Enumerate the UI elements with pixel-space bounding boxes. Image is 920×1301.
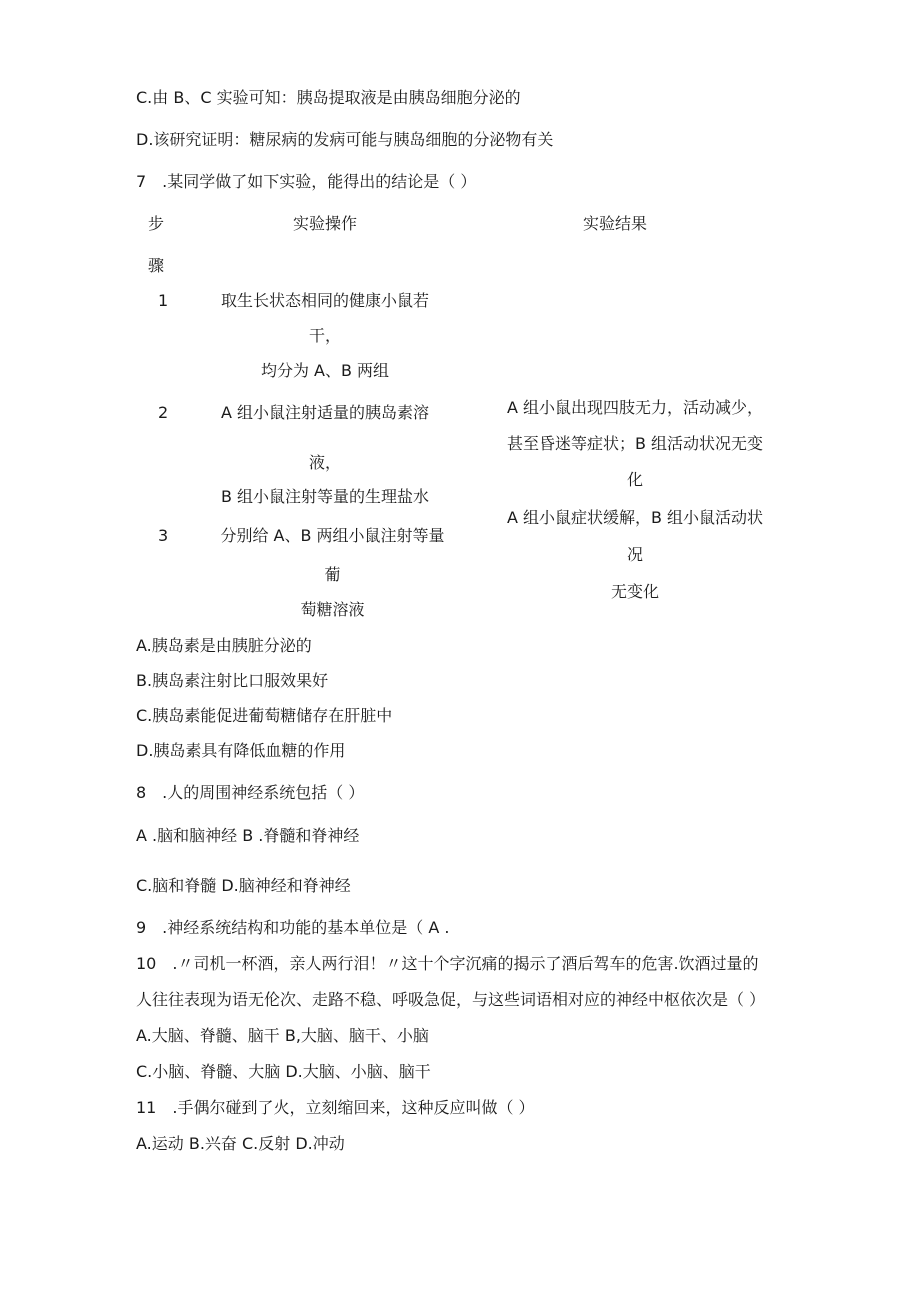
- row-3-result-line-3: 无变化: [610, 582, 659, 601]
- q10-options-cd: C.小脑、脊髓、大脑 D.大脑、小脑、脑干: [136, 1062, 431, 1081]
- header-operation: 实验操作: [292, 214, 357, 233]
- row-2-result-line-3: 化: [626, 470, 643, 489]
- row-2-step: 2: [158, 403, 169, 422]
- q7-stem: 7 .某同学做了如下实验，能得出的结论是（ ）: [136, 172, 477, 191]
- row-1-op-line-2: 干，: [308, 326, 341, 345]
- q8-stem: 8 .人的周围神经系统包括（ ）: [136, 783, 365, 802]
- q7-option-b: B.胰岛素注射比口服效果好: [136, 671, 329, 690]
- q11-stem: 11 .手偶尔碰到了火，立刻缩回来，这种反应叫做（ ）: [136, 1098, 535, 1117]
- row-3-result-line-2: 况: [626, 545, 643, 564]
- row-3-step: 3: [158, 526, 169, 545]
- q10-options-ab: A.大脑、脊髓、脑干 B,大脑、脑干、小脑: [136, 1026, 429, 1045]
- q7-option-c: C.胰岛素能促进葡萄糖储存在肝脏中: [136, 706, 393, 725]
- row-1-op-line-3: 均分为 A、B 两组: [260, 361, 390, 380]
- header-result: 实验结果: [582, 214, 647, 233]
- row-3-op-line-3: 萄糖溶液: [300, 600, 365, 619]
- q10-stem-line-1: 10 .〃司机一杯酒，亲人两行泪！〃这十个字沉痛的揭示了酒后驾车的危害.饮酒过量的: [136, 954, 759, 973]
- row-2-op-line-2: 液，: [308, 453, 341, 472]
- row-1-op-line-1: 取生长状态相同的健康小鼠若: [220, 291, 429, 310]
- q8-options-ab: A .脑和脑神经 B .脊髓和脊神经: [136, 826, 360, 845]
- q6-option-c: C.由 B、C 实验可知：胰岛提取液是由胰岛细胞分泌的: [136, 88, 521, 107]
- q6-option-d: D.该研究证明：糖尿病的发病可能与胰岛细胞的分泌物有关: [136, 130, 554, 149]
- q8-options-cd: C.脑和脊髓 D.脑神经和脊神经: [136, 876, 351, 895]
- q7-option-d: D.胰岛素具有降低血糖的作用: [136, 741, 346, 760]
- header-step-1: 步: [148, 214, 165, 233]
- q9-stem: 9 .神经系统结构和功能的基本单位是（ A .: [136, 918, 450, 937]
- row-3-op-line-2: 葡: [324, 565, 341, 584]
- header-step-2: 骤: [148, 256, 165, 275]
- row-2-result-line-1: A 组小鼠出现四肢无力，活动减少，: [506, 398, 764, 417]
- q10-stem-line-2: 人往往表现为语无伦次、走路不稳、呼吸急促，与这些词语相对应的神经中枢依次是（ ）: [136, 990, 766, 1009]
- row-2-op-line-1: A 组小鼠注射适量的胰岛素溶: [220, 403, 430, 422]
- row-3-op-line-1: 分别给 A、B 两组小鼠注射等量: [220, 526, 445, 545]
- row-3-result-line-1: A 组小鼠症状缓解，B 组小鼠活动状: [506, 508, 764, 527]
- row-1-step: 1: [158, 291, 169, 310]
- row-2-result-line-2: 甚至昏迷等症状；B 组活动状况无变: [506, 434, 764, 453]
- row-2-op-line-3: B 组小鼠注射等量的生理盐水: [220, 487, 430, 506]
- q11-options: A.运动 B.兴奋 C.反射 D.冲动: [136, 1134, 345, 1153]
- q7-option-a: A.胰岛素是由胰脏分泌的: [136, 636, 312, 655]
